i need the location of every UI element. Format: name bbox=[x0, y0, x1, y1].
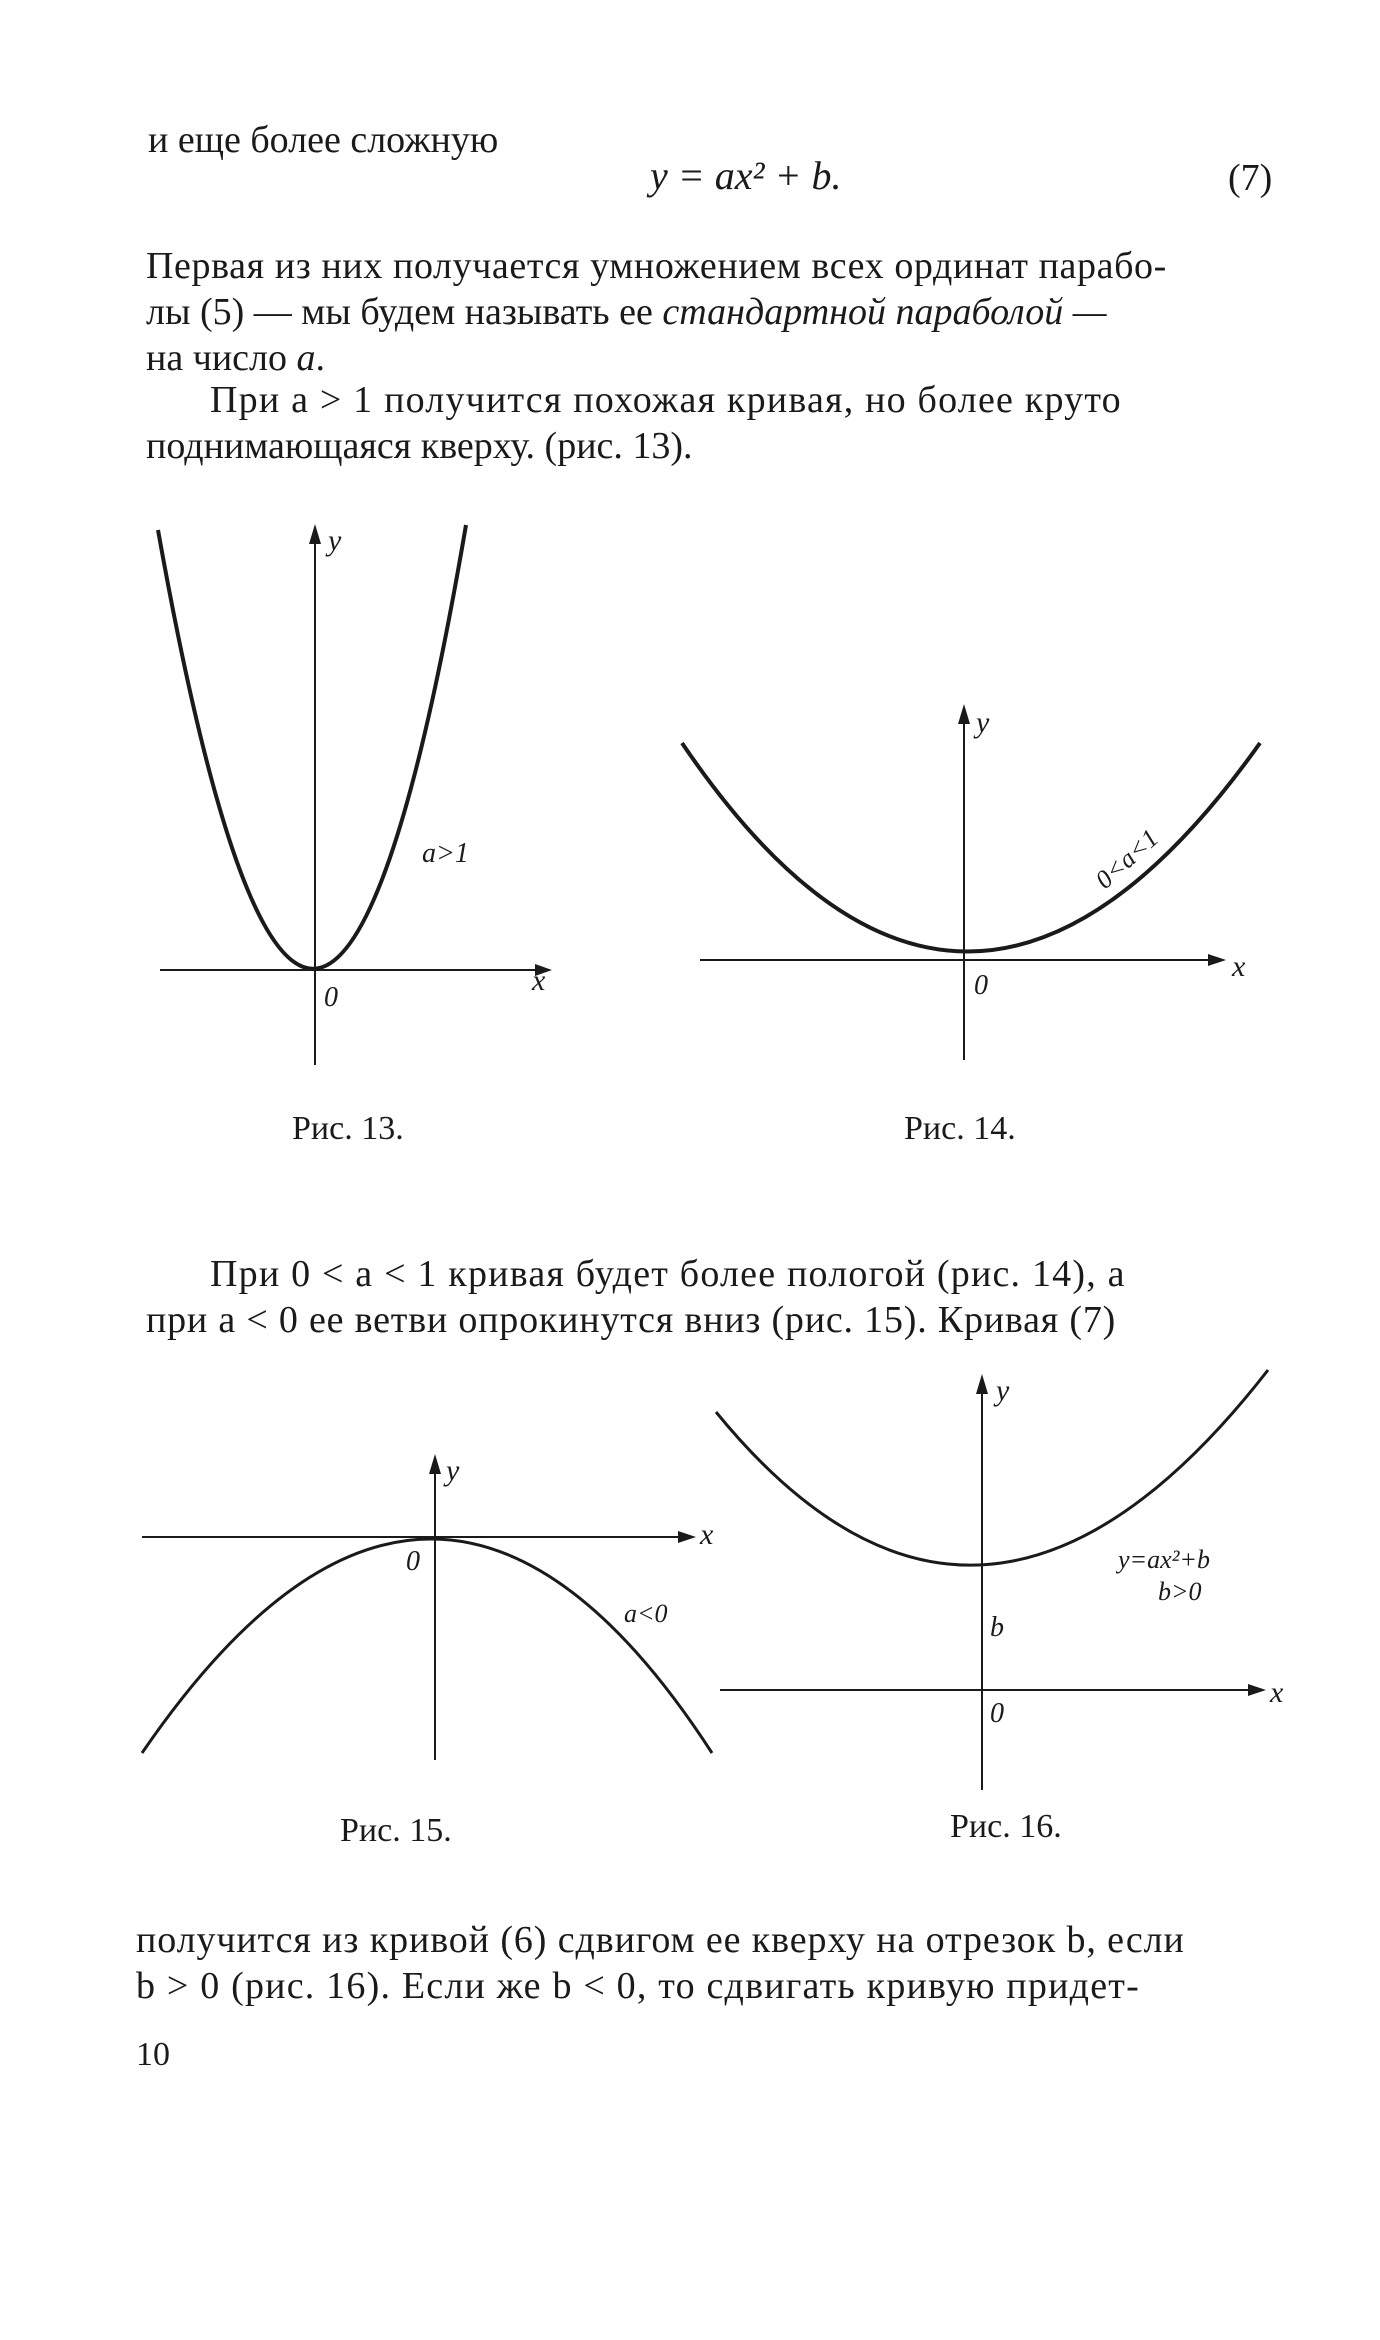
fig13-caption: Рис. 13. bbox=[292, 1110, 404, 1147]
fig16-caption: Рис. 16. bbox=[950, 1808, 1062, 1845]
para2-line1: При a > 1 получится похожая кривая, но более круто bbox=[210, 379, 1122, 421]
fig15-origin-label: 0 bbox=[406, 1546, 420, 1577]
page-number: 10 bbox=[136, 2036, 170, 2073]
para4-line1: получится из кривой (6) сдвигом ее кверху на отрезок b, если bbox=[136, 1919, 1185, 1961]
fig15-parabola bbox=[142, 1539, 712, 1753]
figure-15-graph bbox=[140, 1440, 730, 1770]
para3-line1: При 0 < a < 1 кривая будет более пологой (рис. 14), а bbox=[210, 1253, 1126, 1295]
intro-text: и еще более сложную bbox=[148, 119, 499, 161]
fig16-curve-label-condition: b>0 bbox=[1158, 1577, 1202, 1606]
para1-line2 bbox=[146, 290, 1106, 334]
fig14-parabola bbox=[682, 743, 1260, 952]
fig13-y-label: y bbox=[328, 524, 342, 557]
para2-line2: поднимающаяся кверху. (рис. 13). bbox=[146, 425, 693, 467]
fig15-y-arrow-icon bbox=[429, 1454, 441, 1474]
formula-7: y = ax² + b. bbox=[650, 153, 842, 198]
fig16-x-label: x bbox=[1270, 1676, 1284, 1709]
fig14-x-label: x bbox=[1232, 950, 1246, 983]
para1-line1: Первая из них получается умножением всех ординат парабо- bbox=[146, 245, 1167, 287]
fig14-y-arrow-icon bbox=[958, 704, 970, 724]
fig13-y-arrow-icon bbox=[309, 524, 321, 544]
fig16-b-label: b bbox=[990, 1612, 1004, 1643]
fig15-caption: Рис. 15. bbox=[340, 1812, 452, 1849]
fig14-y-label: y bbox=[976, 706, 990, 739]
fig14-x-arrow-icon bbox=[1208, 954, 1226, 966]
fig16-origin-label: 0 bbox=[990, 1698, 1004, 1729]
para4-line2: b > 0 (рис. 16). Если же b < 0, то сдвигать кривую придет- bbox=[136, 1965, 1140, 2007]
fig16-x-arrow-icon bbox=[1248, 1684, 1266, 1696]
fig15-x-label: x bbox=[700, 1518, 714, 1551]
fig16-curve-label-equation: y=ax²+b bbox=[1118, 1545, 1210, 1574]
fig14-curve-label: 0<a<1 bbox=[1089, 823, 1165, 895]
fig14-origin-label: 0 bbox=[974, 970, 988, 1001]
para1-period: . bbox=[315, 337, 325, 379]
para3-line2: при a < 0 ее ветви опрокинутся вниз (рис. 15). Кривая (7) bbox=[146, 1299, 1117, 1341]
fig13-origin-label: 0 bbox=[324, 982, 338, 1013]
fig15-curve-label: a<0 bbox=[624, 1599, 668, 1628]
fig16-parabola bbox=[716, 1370, 1268, 1565]
fig13-parabola bbox=[158, 525, 466, 969]
para1-line3 bbox=[146, 336, 325, 380]
para1-line2-text: лы (5) — мы будем называть ее bbox=[146, 291, 663, 333]
fig15-y-label: y bbox=[446, 1454, 460, 1487]
fig16-y-label: y bbox=[996, 1374, 1010, 1407]
para1-line3-text: на число bbox=[146, 337, 297, 379]
figure-13-graph bbox=[140, 510, 560, 1080]
fig15-x-arrow-icon bbox=[678, 1531, 696, 1543]
para1-emphasis: стандартной параболой — bbox=[662, 291, 1107, 333]
fig13-curve-label: a>1 bbox=[422, 838, 469, 869]
fig13-x-label: x bbox=[532, 964, 546, 997]
fig14-caption: Рис. 14. bbox=[904, 1110, 1016, 1147]
figure-14-graph bbox=[670, 690, 1270, 1070]
figure-16-graph bbox=[710, 1360, 1310, 1790]
equation-number: (7) bbox=[1228, 157, 1273, 199]
fig16-y-arrow-icon bbox=[976, 1374, 988, 1394]
para1-var-a: a bbox=[296, 337, 316, 379]
